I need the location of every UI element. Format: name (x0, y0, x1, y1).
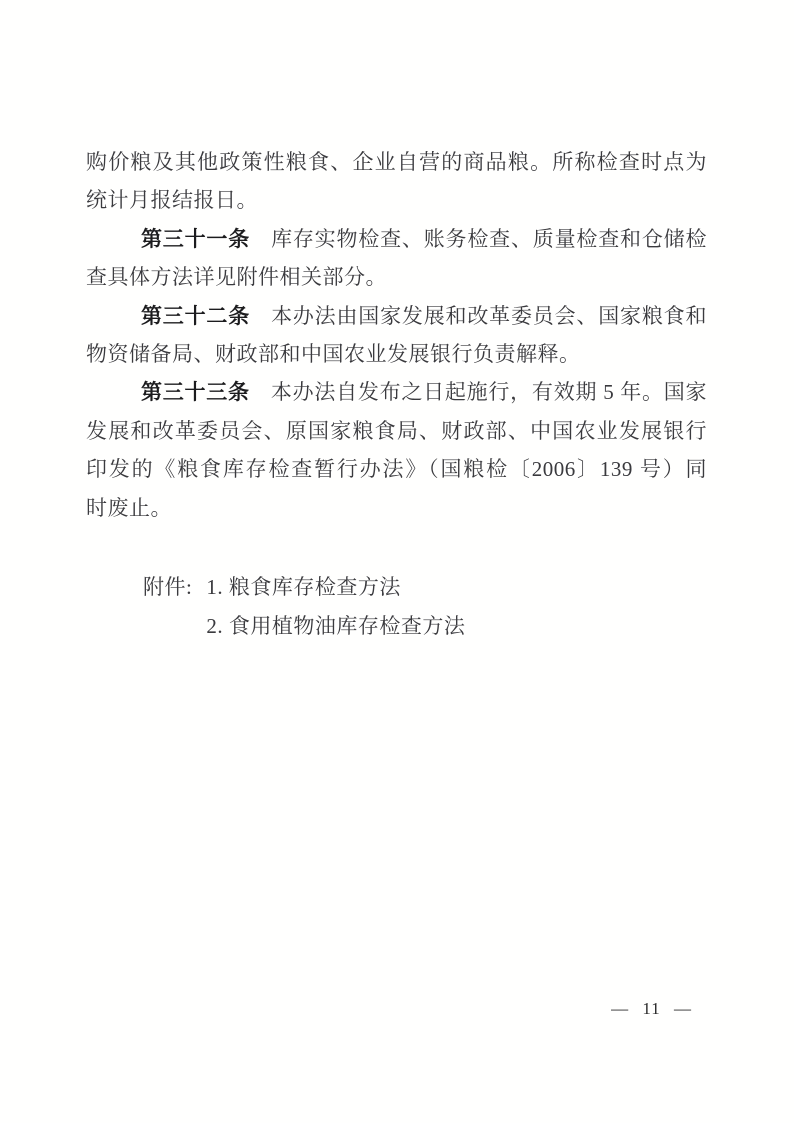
line-text: 库存实物检查、账务检查、质量检查和仓储检 (271, 226, 707, 251)
attachment-item: 2. 食用植物油库存检查方法 (206, 613, 466, 638)
paragraph-line (86, 335, 707, 373)
paragraph-line-article-33 (86, 373, 707, 411)
line-text: 本办法自发布之日起施行，有效期 5 年。国家 (270, 380, 708, 405)
article-number: 第三十二条 (141, 303, 251, 328)
line-text: 统计月报结报日。 (86, 188, 258, 213)
paragraph-line (86, 450, 707, 488)
line-text: 印发的《粮食库存检查暂行办法》（国粮检〔2006〕139 号）同 (86, 457, 707, 482)
attachments-list (206, 568, 465, 646)
line-text: 查具体方法详见附件相关部分。 (86, 265, 387, 290)
attachment-item: 1. 粮食库存检查方法 (206, 575, 401, 600)
page-number: — 11 — (611, 999, 692, 1018)
article-number: 第三十一条 (141, 226, 251, 251)
attachments-label: 附件: (143, 575, 193, 600)
document-body (86, 143, 707, 646)
attachments-block (86, 568, 707, 646)
line-text: 时废止。 (86, 495, 172, 520)
line-text: 本办法由国家发展和改革委员会、国家粮食和 (271, 303, 707, 328)
paragraph-line (86, 258, 707, 296)
paragraph-line-article-32 (86, 297, 707, 335)
paragraph-line (86, 181, 707, 219)
paragraph-line (86, 143, 707, 181)
line-text: 发展和改革委员会、原国家粮食局、财政部、中国农业发展银行 (86, 418, 707, 443)
paragraph-line (86, 412, 707, 450)
line-text: 购价粮及其他政策性粮食、企业自营的商品粮。所称检查时点为 (86, 150, 707, 174)
paragraph-line (86, 489, 707, 527)
article-number: 第三十三条 (141, 380, 250, 405)
paragraph-line-article-31 (86, 220, 707, 258)
line-text: 物资储备局、财政部和中国农业发展银行负责解释。 (86, 342, 581, 367)
